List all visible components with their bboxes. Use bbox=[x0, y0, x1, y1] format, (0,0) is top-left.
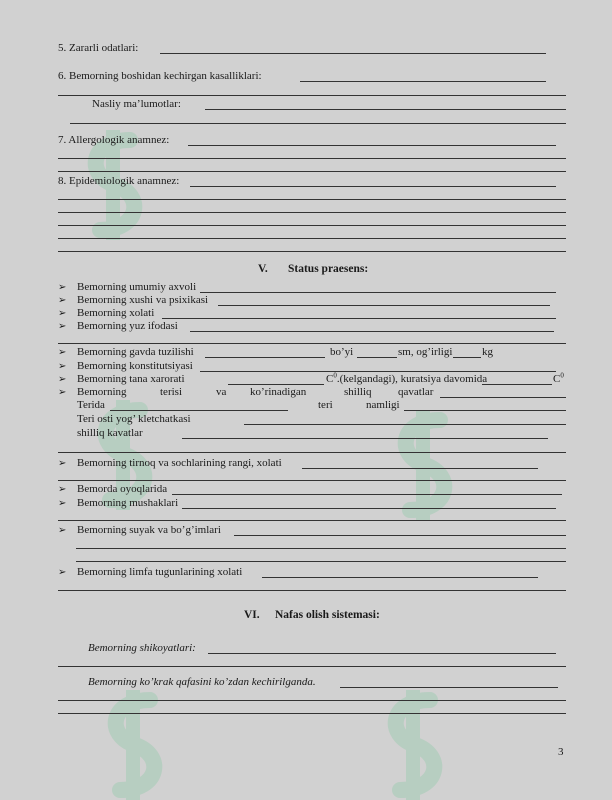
section-vi-title: Nafas olish sistemasi: bbox=[275, 609, 380, 621]
answer-line[interactable] bbox=[200, 292, 556, 293]
arrow-bullet-icon: ➢ bbox=[58, 458, 67, 469]
arrow-bullet-icon: ➢ bbox=[58, 361, 67, 372]
status-konstitutsiyasi: Bemorning konstitutsiyasi bbox=[77, 360, 193, 372]
status-teri-word-1: Bemorning bbox=[77, 386, 127, 398]
answer-line[interactable] bbox=[300, 81, 546, 82]
status-xolati: Bemorning xolati bbox=[77, 307, 155, 319]
status-mushaklari: Bemorning mushaklari bbox=[77, 497, 179, 509]
nafas-kokrak-qafasi: Bemorning ko’krak qafasini ko’zdan kechirilganda. bbox=[88, 676, 316, 688]
answer-line[interactable] bbox=[58, 590, 566, 591]
answer-line[interactable] bbox=[58, 666, 566, 667]
page-number: 3 bbox=[558, 746, 564, 758]
answer-line[interactable] bbox=[58, 171, 566, 172]
answer-line[interactable] bbox=[182, 438, 548, 439]
arrow-bullet-icon: ➢ bbox=[58, 347, 67, 358]
answer-line[interactable] bbox=[190, 331, 554, 332]
answer-line[interactable] bbox=[58, 95, 566, 96]
answer-line[interactable] bbox=[172, 494, 562, 495]
arrow-bullet-icon: ➢ bbox=[58, 387, 67, 398]
status-celsius-unit: $C^0.(kelgandagi)$, kuratsiya davomida bbox=[326, 371, 488, 385]
answer-line[interactable] bbox=[440, 397, 566, 398]
status-suyak-bogimlari: Bemorning suyak va bo’g’imlari bbox=[77, 524, 221, 536]
answer-line[interactable] bbox=[58, 251, 566, 252]
arrow-bullet-icon: ➢ bbox=[58, 484, 67, 495]
status-teri-osti-label: Teri osti yog’ kletchatkasi bbox=[77, 413, 191, 425]
status-celsius-unit-2: $C^0$ bbox=[553, 371, 564, 385]
answer-line[interactable] bbox=[58, 343, 566, 344]
status-kg-unit: kg bbox=[482, 346, 493, 358]
arrow-bullet-icon: ➢ bbox=[58, 498, 67, 509]
arrow-bullet-icon: ➢ bbox=[58, 525, 67, 536]
item-kechirgan-kasalliklari: 6. Bemorning boshidan kechirgan kasalliklari: bbox=[58, 70, 262, 82]
item-nasliy-malumotlar: Nasliy ma’lumotlar: bbox=[92, 98, 181, 110]
answer-line[interactable] bbox=[244, 424, 566, 425]
status-namligi-label: namligi bbox=[366, 399, 400, 411]
arrow-bullet-icon: ➢ bbox=[58, 567, 67, 578]
status-teri-word-2: terisi bbox=[160, 386, 182, 398]
item-allergologik-anamnez: 7. Allergologik anamnez: bbox=[58, 134, 170, 146]
answer-line[interactable] bbox=[70, 123, 566, 124]
status-umumiy-axvoli: Bemorning umumiy axvoli bbox=[77, 281, 197, 293]
answer-line[interactable] bbox=[208, 653, 556, 654]
answer-line[interactable] bbox=[58, 480, 566, 481]
status-yuz-ifodasi: Bemorning yuz ifodasi bbox=[77, 320, 178, 332]
dollar-watermark-icon bbox=[380, 410, 470, 520]
status-tirnoq-soch: Bemorning tirnoq va sochlarining rangi, xolati bbox=[77, 457, 282, 469]
status-limfa-tugunlari: Bemorning limfa tugunlarining xolati bbox=[77, 566, 243, 578]
answer-line[interactable] bbox=[162, 318, 556, 319]
answer-line[interactable] bbox=[58, 238, 566, 239]
answer-line[interactable] bbox=[302, 468, 538, 469]
answer-line[interactable] bbox=[218, 305, 550, 306]
answer-line[interactable] bbox=[200, 371, 556, 372]
answer-line[interactable] bbox=[205, 109, 566, 110]
answer-line[interactable] bbox=[182, 508, 556, 509]
section-vi-number: VI. bbox=[244, 609, 260, 621]
arrow-bullet-icon: ➢ bbox=[58, 321, 67, 332]
status-ogirligi-label: sm, og’irligi bbox=[398, 346, 453, 358]
answer-line[interactable] bbox=[190, 186, 556, 187]
status-teri-word-4: ko’rinadigan bbox=[250, 386, 307, 398]
answer-line[interactable] bbox=[160, 53, 546, 54]
dollar-watermark-icon bbox=[90, 690, 180, 800]
status-teri-word-6: qavatlar bbox=[398, 386, 434, 398]
answer-line[interactable] bbox=[404, 410, 566, 411]
answer-line[interactable] bbox=[58, 225, 566, 226]
dollar-watermark-icon bbox=[370, 690, 460, 800]
answer-line[interactable] bbox=[58, 713, 566, 714]
status-teri-word-5: shilliq bbox=[344, 386, 372, 398]
arrow-bullet-icon: ➢ bbox=[58, 308, 67, 319]
answer-line[interactable] bbox=[58, 520, 566, 521]
answer-line[interactable] bbox=[76, 561, 566, 562]
answer-line[interactable] bbox=[340, 687, 558, 688]
answer-line[interactable] bbox=[58, 158, 566, 159]
answer-line[interactable] bbox=[482, 384, 552, 385]
arrow-bullet-icon: ➢ bbox=[58, 374, 67, 385]
answer-line[interactable] bbox=[76, 548, 566, 549]
section-v-number: V. bbox=[258, 263, 268, 275]
arrow-bullet-icon: ➢ bbox=[58, 295, 67, 306]
answer-line[interactable] bbox=[262, 577, 538, 578]
answer-line[interactable] bbox=[188, 145, 556, 146]
answer-line[interactable] bbox=[453, 357, 481, 358]
answer-line[interactable] bbox=[357, 357, 397, 358]
status-boyi-label: bo’yi bbox=[330, 346, 354, 358]
status-oyoqlarida: Bemorda oyoqlarida bbox=[77, 483, 168, 495]
answer-line[interactable] bbox=[228, 384, 324, 385]
status-teri-word-3: va bbox=[216, 386, 227, 398]
answer-line[interactable] bbox=[58, 700, 566, 701]
answer-line[interactable] bbox=[58, 199, 566, 200]
answer-line[interactable] bbox=[205, 357, 325, 358]
arrow-bullet-icon: ➢ bbox=[58, 282, 67, 293]
answer-line[interactable] bbox=[110, 410, 288, 411]
nafas-shikoyatlari: Bemorning shikoyatlari: bbox=[88, 642, 196, 654]
answer-line[interactable] bbox=[58, 212, 566, 213]
status-tana-xarorati: Bemorning tana xarorati bbox=[77, 373, 185, 385]
answer-line[interactable] bbox=[234, 535, 566, 536]
status-gavda-tuzilishi: Bemorning gavda tuzilishi bbox=[77, 346, 194, 358]
status-shilliq-label: shilliq kavatlar bbox=[77, 427, 143, 439]
section-v-title: Status praesens: bbox=[288, 263, 369, 275]
answer-line[interactable] bbox=[58, 452, 566, 453]
status-terida-label: Terida bbox=[77, 399, 105, 411]
item-zararli-odatlari: 5. Zararli odatlari: bbox=[58, 42, 139, 54]
status-teri-label: teri bbox=[318, 399, 333, 411]
status-xushi-psixikasi: Bemorning xushi va psixikasi bbox=[77, 294, 209, 306]
item-epidemiologik-anamnez: 8. Epidemiologik anamnez: bbox=[58, 175, 180, 187]
